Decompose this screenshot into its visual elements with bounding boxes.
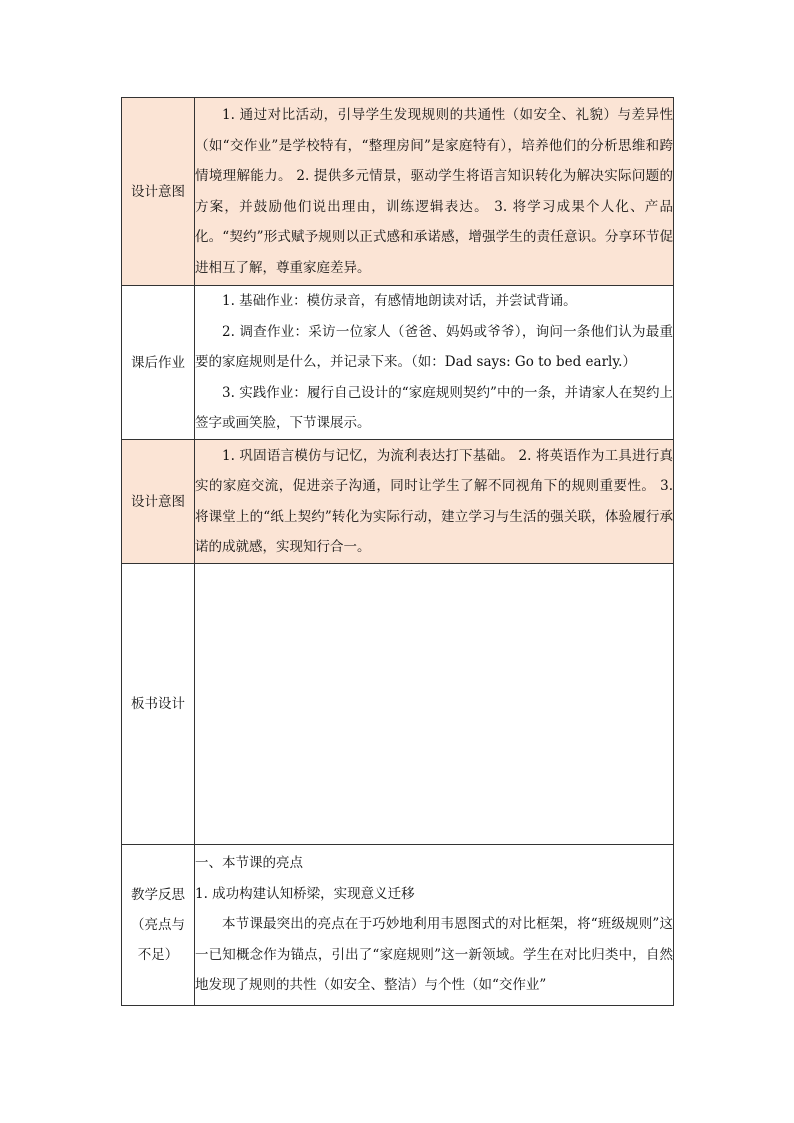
row-label: 板书设计	[122, 564, 195, 845]
subsection-heading: 1. 成功构建认知桥梁，实现意义迁移	[195, 885, 415, 902]
paragraph: 1. 通过对比活动，引导学生发现规则的共通性（如安全、礼貌）与差异性（如“交作业”是学校特有，“整理房间”是家庭特有），培养他们的分析思维和跨情境理解能力。 2. 提供多元情景，驱动学生将语言知识转化为解决实际问题的方案，并鼓励他们说出理由，训练逻辑表达。 3. 将学习成果个人化、产品化。“契约”形式赋予规则以正式感和承诺感，增强学生的责任意识。分享环节促进相互了解，尊重家庭差异。	[195, 107, 673, 276]
row-label: 设计意图	[122, 98, 195, 286]
row-content-empty	[195, 564, 674, 845]
label-line: 不足）	[137, 947, 179, 963]
row-reflection	[122, 845, 674, 1006]
paragraph: 1. 巩固语言模仿与记忆，为流利表达打下基础。 2. 将英语作为工具进行真实的家庭交流，促进亲子沟通，同时让学生了解不同视角下的规则重要性。 3. 将课堂上的“纸上契约”转化为实际行动，建立学习与生活的强关联，体验履行承诺的成就感，实现知行合一。	[195, 447, 673, 555]
row-homework	[122, 286, 674, 440]
row-label: 设计意图	[122, 440, 195, 564]
row-board-design	[122, 564, 674, 845]
row-design-intent-1	[122, 98, 674, 286]
row-label: 课后作业	[122, 286, 195, 440]
row-content	[195, 286, 674, 440]
row-label	[122, 845, 195, 1006]
row-design-intent-2	[122, 440, 674, 564]
lesson-plan-table	[121, 97, 674, 1006]
paragraph: 本节课最突出的亮点在于巧妙地利用韦恩图式的对比框架，将“班级规则”这一已知概念作为锚点，引出了“家庭规则”这一新领域。学生在对比归类中，自然地发现了规则的共性（如安全、整洁）与个性（如“交作业”	[195, 916, 673, 993]
label-line: （亮点与	[131, 917, 185, 933]
section-heading: 一、本节课的亮点	[195, 855, 303, 871]
row-content	[195, 845, 674, 1006]
row-content	[195, 440, 674, 564]
paragraph: 1. 基础作业：模仿录音，有感情地朗读对话，并尝试背诵。	[222, 293, 577, 310]
row-content	[195, 98, 674, 286]
paragraph: 2. 调查作业：采访一位家人（爸爸、妈妈或爷爷），询问一条他们认为最重要的家庭规则是什么，并记录下来。（如：Dad says: Go to bed early.）	[195, 323, 673, 371]
label-line: 教学反思	[131, 887, 185, 903]
paragraph: 3. 实践作业：履行自己设计的“家庭规则契约”中的一条，并请家人在契约上签字或画笑脸，下节课展示。	[195, 384, 673, 432]
